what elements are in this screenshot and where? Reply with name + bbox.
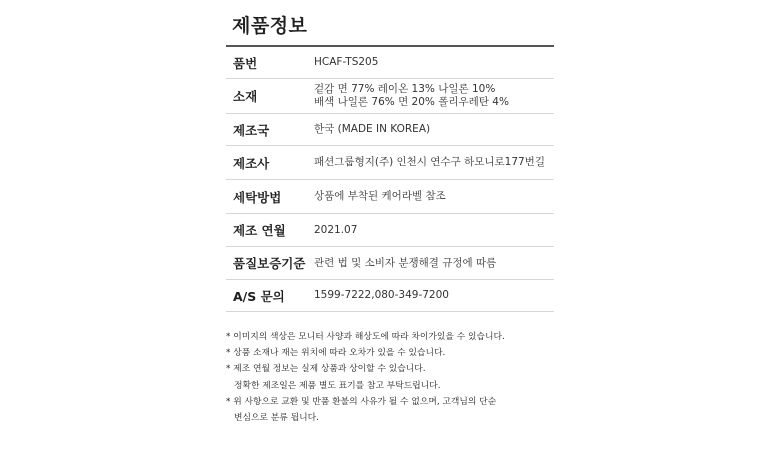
row-value: [314, 224, 554, 237]
row-value-line: 2021.07: [314, 223, 358, 236]
row-value: [314, 156, 554, 169]
table-row-as-inquiry: [226, 280, 554, 312]
section-title: 제품정보: [232, 15, 308, 37]
row-label: A/S 문의: [233, 288, 285, 304]
row-label: 세탁방법: [233, 189, 282, 205]
table-row-washing: [226, 180, 554, 214]
row-value-line: 한국 (MADE IN KOREA): [314, 123, 431, 135]
row-value: [314, 257, 554, 270]
row-value: [314, 123, 554, 136]
row-value: [314, 289, 554, 302]
row-value-line: 겉감 면 77% 레이온 13% 나일론 10%: [314, 83, 496, 95]
row-value-line: 1599-7222,080-349-7200: [314, 289, 449, 301]
row-value-line: HCAF-TS205: [314, 56, 379, 68]
table-row-manufacturer: [226, 146, 554, 180]
row-label: 소재: [233, 89, 258, 104]
table-row-manufacture-date: [226, 214, 554, 247]
row-value-line: 관련 법 및 소비자 분쟁해결 규정에 따름: [314, 256, 497, 269]
notice-list: [226, 329, 566, 426]
row-value: [314, 83, 554, 109]
table-row-material: [226, 79, 554, 114]
row-label: 제조국: [233, 122, 270, 138]
row-value-line: 상품에 부착된 케어라벨 참조: [314, 190, 446, 202]
product-info-table: [226, 45, 554, 312]
table-row-quality-standard: [226, 247, 554, 280]
row-value: [314, 190, 554, 203]
row-label: 제조사: [233, 155, 270, 171]
row-value-line: 배색 나일론 76% 면 20% 폴리우레탄 4%: [314, 96, 509, 108]
notice-item-continued: 변심으로 분류 됩니다.: [234, 413, 319, 424]
row-label: 품질보증기준: [233, 256, 306, 271]
notice-item: * 위 사항으로 교환 및 반품 환불의 사유가 될 수 없으며, 고객님의 단순: [226, 396, 497, 407]
notice-item: * 이미지의 색상은 모니터 사양과 해상도에 따라 차이가있을 수 있습니다.: [226, 332, 505, 342]
notice-item: * 상품 소재나 재는 위치에 따라 오차가 있을 수 있습니다.: [226, 348, 446, 359]
table-row-product-number: [226, 47, 554, 79]
row-label: 품번: [233, 55, 258, 71]
notice-item: * 제조 연월 정보는 실제 상품과 상이할 수 있습니다.: [226, 364, 426, 375]
table-row-country: [226, 114, 554, 146]
notice-item-continued: 정확한 제조일은 제품 별도 표기를 참고 부탁드립니다.: [234, 380, 441, 391]
row-value: [314, 56, 554, 69]
row-value-line: 패션그룹형지(주) 인천시 연수구 하모니로177번길: [314, 156, 545, 168]
row-label: 제조 연월: [233, 223, 286, 238]
